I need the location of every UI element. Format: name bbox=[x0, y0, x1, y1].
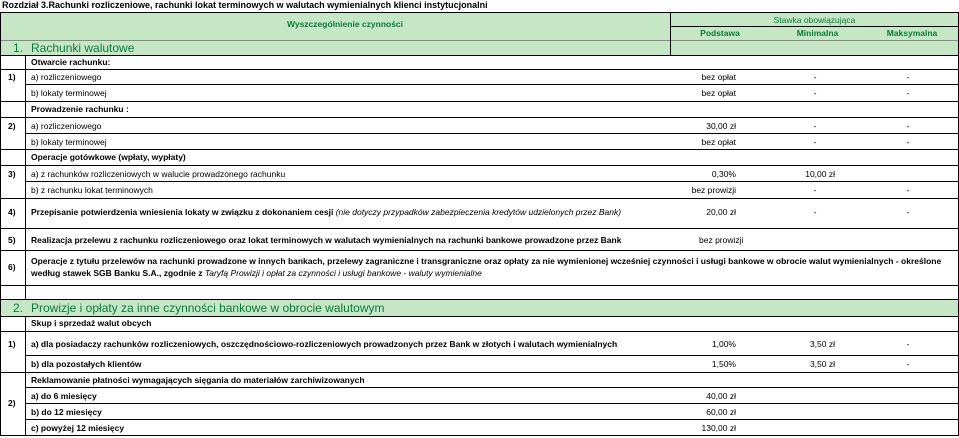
row-base: 1,00% bbox=[711, 339, 736, 349]
row-min: - bbox=[813, 185, 817, 195]
row-number: 3) bbox=[8, 169, 16, 179]
rule bbox=[0, 149, 959, 150]
row-label: b) lokaty terminowej bbox=[31, 88, 107, 98]
rule bbox=[25, 403, 959, 404]
rule bbox=[0, 331, 959, 332]
rule bbox=[0, 69, 959, 70]
row-max: - bbox=[906, 359, 910, 369]
row-base: 40,00 zł bbox=[706, 391, 736, 401]
row-number: 5) bbox=[8, 235, 16, 245]
row-min: 3,50 zł bbox=[809, 339, 835, 349]
rule bbox=[670, 26, 959, 27]
rule bbox=[0, 285, 959, 286]
row-base: 0,30% bbox=[711, 169, 736, 179]
row-min: - bbox=[813, 88, 817, 98]
row-label: b) lokaty terminowej bbox=[31, 137, 107, 147]
rule bbox=[0, 316, 959, 317]
row-label-note: (nie dotyczy przypadków zabezpieczenia kredytów udzielonych przez Bank) bbox=[335, 207, 622, 217]
rule bbox=[0, 12, 959, 13]
rule bbox=[0, 165, 959, 166]
rule bbox=[25, 84, 959, 85]
row-min: 10,00 zł bbox=[805, 169, 835, 179]
row-number: 1) bbox=[8, 72, 16, 82]
row-label-line2 bbox=[31, 268, 482, 279]
row-number: 2) bbox=[8, 398, 16, 408]
row-base: bez prowizji bbox=[691, 185, 736, 195]
group-heading: Otwarcie rachunku: bbox=[31, 57, 111, 67]
group-heading: Operacje gotówkowe (wpłaty, wypłaty) bbox=[31, 152, 186, 162]
row-base: bez opłat bbox=[701, 72, 736, 82]
rule bbox=[0, 435, 959, 436]
row-min: - bbox=[813, 121, 817, 131]
rule bbox=[0, 101, 959, 102]
row-base: 130,00 zł bbox=[701, 423, 736, 433]
row-number: 6) bbox=[8, 262, 16, 272]
row-base: 1,50% bbox=[711, 359, 736, 369]
col-divider bbox=[25, 55, 26, 299]
row-label-line1: Operacje z tytułu przelewów na rachunki prowadzone w innych bankach, przelewy zagraniczne i transgraniczne oraz opłaty za nie wymienionej wcześniej czynności i usługi bankowe w obrocie walut wymienialnych - określone bbox=[31, 256, 942, 266]
rule bbox=[25, 355, 959, 356]
group-heading: Prowadzenie rachunku : bbox=[31, 104, 129, 114]
section1-title: Rachunki walutowe bbox=[31, 41, 135, 55]
col-divider bbox=[0, 12, 1, 435]
group-heading: Reklamowanie płatności wymagających sięgania do materiałów zarchiwizowanych bbox=[31, 375, 365, 385]
row-label: a) do 6 miesięcy bbox=[31, 391, 97, 401]
rule bbox=[0, 40, 959, 41]
rule bbox=[25, 133, 959, 134]
row-number: 2) bbox=[8, 121, 16, 131]
row-max: - bbox=[906, 207, 910, 217]
row-label bbox=[31, 207, 621, 218]
rule bbox=[0, 228, 959, 229]
row-max: - bbox=[906, 72, 910, 82]
section1-number: 1. bbox=[13, 41, 24, 55]
row-label: a) z rachunków rozliczeniowych w walucie prowadzonego rachunku bbox=[31, 169, 286, 179]
row-label-main: według stawek SGB Banku S.A., zgodnie z bbox=[31, 268, 203, 278]
row-max: - bbox=[906, 137, 910, 147]
row-max: - bbox=[906, 88, 910, 98]
header-description: Wyszczególnienie czynności bbox=[286, 19, 404, 29]
row-min: - bbox=[813, 137, 817, 147]
rule bbox=[25, 181, 959, 182]
row-label-note: Taryfą Prowizji i opłat za czynności i usługi bankowe - waluty wymienialne bbox=[204, 268, 482, 278]
header-max: Maksymalna bbox=[886, 28, 938, 38]
col-divider bbox=[25, 316, 26, 435]
row-max: - bbox=[906, 121, 910, 131]
rule bbox=[0, 55, 959, 56]
header-base: Podstawa bbox=[700, 28, 740, 38]
row-min: - bbox=[813, 72, 817, 82]
row-max: - bbox=[906, 339, 910, 349]
row-label: Realizacja przelewu z rachunku rozliczeniowego oraz lokat terminowych w walutach wymienialnych na rachunki bankowe prowadzone przez Bank bbox=[31, 235, 622, 245]
section2-number: 2. bbox=[13, 301, 24, 315]
rule bbox=[0, 250, 959, 251]
rule bbox=[0, 117, 959, 118]
row-base: 20,00 zł bbox=[706, 207, 736, 217]
rule bbox=[0, 372, 959, 373]
page-title: Rozdział 3.Rachunki rozliczeniowe, rachunki lokat terminowych w walutach wymienialnych klienci instytucjonalni bbox=[2, 0, 488, 10]
section2-title: Prowizje i opłaty za inne czynności bankowe w obrocie walutowym bbox=[31, 301, 385, 315]
row-label: b) dla pozostałych klientów bbox=[31, 359, 142, 369]
row-base: 30,00 zł bbox=[706, 121, 736, 131]
row-label: a) dla posiadaczy rachunków rozliczeniowych, oszczędnościowo-rozliczeniowych prowadzonych przez Bank w złotych i walutach wymienialnych bbox=[31, 339, 618, 349]
row-label: c) powyżej 12 miesięcy bbox=[31, 423, 125, 433]
row-min: - bbox=[813, 207, 817, 217]
row-base: bez opłat bbox=[701, 88, 736, 98]
row-base: 60,00 zł bbox=[706, 407, 736, 417]
row-base: bez prowizji bbox=[699, 235, 744, 245]
rule bbox=[25, 387, 959, 388]
group-heading: Skup i sprzedaż walut obcych bbox=[31, 318, 152, 328]
rule bbox=[0, 299, 959, 300]
rule bbox=[0, 198, 959, 199]
row-number: 4) bbox=[8, 207, 16, 217]
header-rate: Stawka obowiązująca bbox=[773, 15, 856, 25]
row-label: b) z rachunku lokat terminowych bbox=[31, 185, 153, 195]
row-number: 1) bbox=[8, 339, 16, 349]
row-min: 3,50 zł bbox=[809, 359, 835, 369]
row-base: bez opłat bbox=[701, 137, 736, 147]
row-label-main: Przepisanie potwierdzenia wniesienia lokaty w związku z dokonaniem cesji bbox=[31, 207, 334, 217]
row-label: a) rozliczeniowego bbox=[31, 72, 102, 82]
rule bbox=[25, 419, 959, 420]
row-max: - bbox=[906, 185, 910, 195]
row-label: b) do 12 miesięcy bbox=[31, 407, 102, 417]
header-min: Minimalna bbox=[796, 28, 839, 38]
row-label: a) rozliczeniowego bbox=[31, 121, 102, 131]
